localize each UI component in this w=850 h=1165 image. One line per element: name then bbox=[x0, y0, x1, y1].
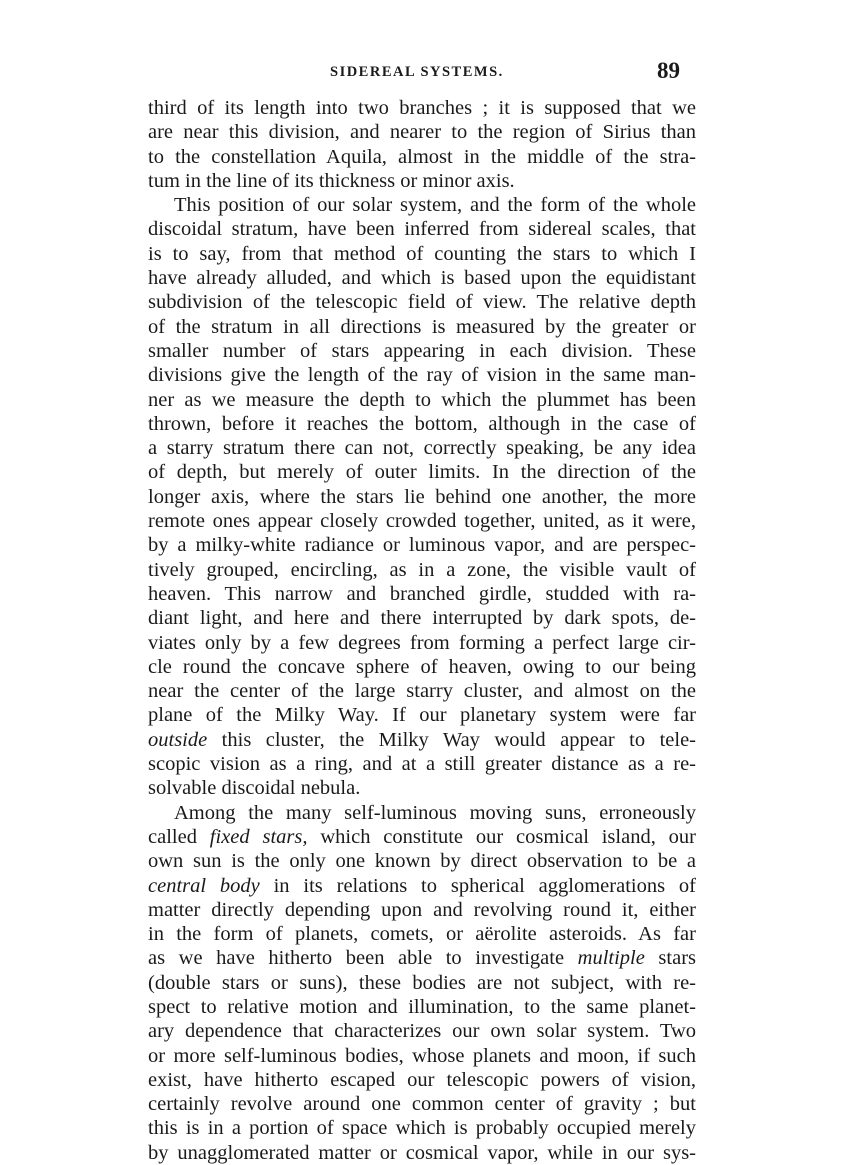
text-line: viates only by a few degrees from forming a perfect large cir- bbox=[148, 631, 696, 654]
text-line: this is in a portion of space which is probably occupied merely bbox=[148, 1117, 696, 1140]
text-line bbox=[148, 728, 696, 752]
italic-text: outside bbox=[148, 728, 208, 751]
text-segment: stars bbox=[644, 947, 696, 970]
running-head: SIDEREAL SYSTEMS. bbox=[330, 64, 504, 80]
text-line bbox=[148, 874, 696, 898]
text-line bbox=[148, 825, 696, 849]
text-line: longer axis, where the stars lie behind one another, the more bbox=[148, 485, 696, 508]
text-line: third of its length into two branches ; it is supposed that we bbox=[148, 97, 696, 119]
text-line: matter directly depending upon and revolving round it, either bbox=[148, 898, 696, 921]
text-line: ary dependence that characterizes our own solar system. Two bbox=[148, 1020, 696, 1043]
text-line: ner as we measure the depth to which the plummet has been bbox=[148, 388, 696, 411]
text-line: discoidal stratum, have been inferred from sidereal scales, that bbox=[148, 218, 696, 241]
text-line: or more self-luminous bodies, whose planets and moon, if such bbox=[148, 1044, 696, 1067]
text-line: own sun is the only one known by direct observation to be a bbox=[148, 850, 696, 873]
text-line: of the stratum in all directions is measured by the greater or bbox=[148, 315, 696, 338]
text-line: are near this division, and nearer to the region of Sirius than bbox=[148, 121, 696, 144]
text-line: cle round the concave sphere of heaven, owing to our being bbox=[148, 655, 696, 678]
text-line: Among the many self-luminous moving suns, erroneously bbox=[174, 801, 696, 824]
text-line: tively grouped, encircling, as in a zone, the visible vault of bbox=[148, 558, 696, 581]
text-line: have already alluded, and which is based upon the equidistant bbox=[148, 267, 696, 290]
body-text bbox=[148, 96, 696, 1165]
text-segment: which constitute our cosmical island, our bbox=[307, 825, 696, 848]
page-number: 89 bbox=[657, 58, 680, 83]
text-line: scopic vision as a ring, and at a still greater distance as a re- bbox=[148, 753, 696, 776]
text-segment: this cluster, the Milky Way would appear to tele- bbox=[207, 728, 696, 751]
text-line: subdivision of the telescopic field of view. The relative depth bbox=[148, 291, 696, 314]
text-line: near the center of the large starry cluster, and almost on the bbox=[148, 680, 696, 703]
text-line: exist, have hitherto escaped our telescopic powers of vision, bbox=[148, 1068, 696, 1091]
italic-text: fixed stars, bbox=[209, 825, 308, 848]
text-line: remote ones appear closely crowded together, united, as it were, bbox=[148, 510, 696, 533]
text-line bbox=[148, 946, 696, 970]
text-line: smaller number of stars appearing in each division. These bbox=[148, 339, 696, 362]
text-line: is to say, from that method of counting the stars to which I bbox=[148, 242, 696, 265]
text-line: in the form of planets, comets, or aërolite asteroids. As far bbox=[148, 923, 696, 946]
text-line: certainly revolve around one common center of gravity ; but bbox=[148, 1093, 696, 1116]
text-line: solvable discoidal nebula. bbox=[148, 777, 361, 800]
text-line: spect to relative motion and illumination, to the same planet- bbox=[148, 995, 696, 1018]
text-line: plane of the Milky Way. If our planetary system were far bbox=[148, 704, 696, 727]
text-line: (double stars or suns), these bodies are not subject, with re- bbox=[148, 971, 696, 994]
text-line: a starry stratum there can not, correctly speaking, be any idea bbox=[148, 437, 696, 460]
text-line: of depth, but merely of outer limits. In the direction of the bbox=[148, 461, 696, 484]
text-line: tum in the line of its thickness or minor axis. bbox=[148, 169, 515, 192]
text-segment: as we have hitherto been able to investigate bbox=[148, 947, 578, 970]
text-segment: called bbox=[148, 825, 210, 848]
italic-text: central body bbox=[148, 874, 260, 897]
text-line: to the constellation Aquila, almost in the middle of the stra- bbox=[148, 145, 696, 168]
text-segment: in its relations to spherical agglomerations of bbox=[259, 874, 696, 897]
text-line: heaven. This narrow and branched girdle, studded with ra- bbox=[148, 582, 696, 605]
text-line: diant light, and here and there interrupted by dark spots, de- bbox=[148, 607, 696, 630]
text-line: This position of our solar system, and the form of the whole bbox=[174, 194, 696, 217]
text-line: divisions give the length of the ray of vision in the same man- bbox=[148, 364, 696, 387]
text-line: by a milky-white radiance or luminous vapor, and are perspec- bbox=[148, 534, 696, 557]
text-line: by unagglomerated matter or cosmical vapor, while in our sys- bbox=[148, 1141, 696, 1164]
italic-text: multiple bbox=[577, 947, 645, 970]
text-line: thrown, before it reaches the bottom, although in the case of bbox=[148, 412, 696, 435]
